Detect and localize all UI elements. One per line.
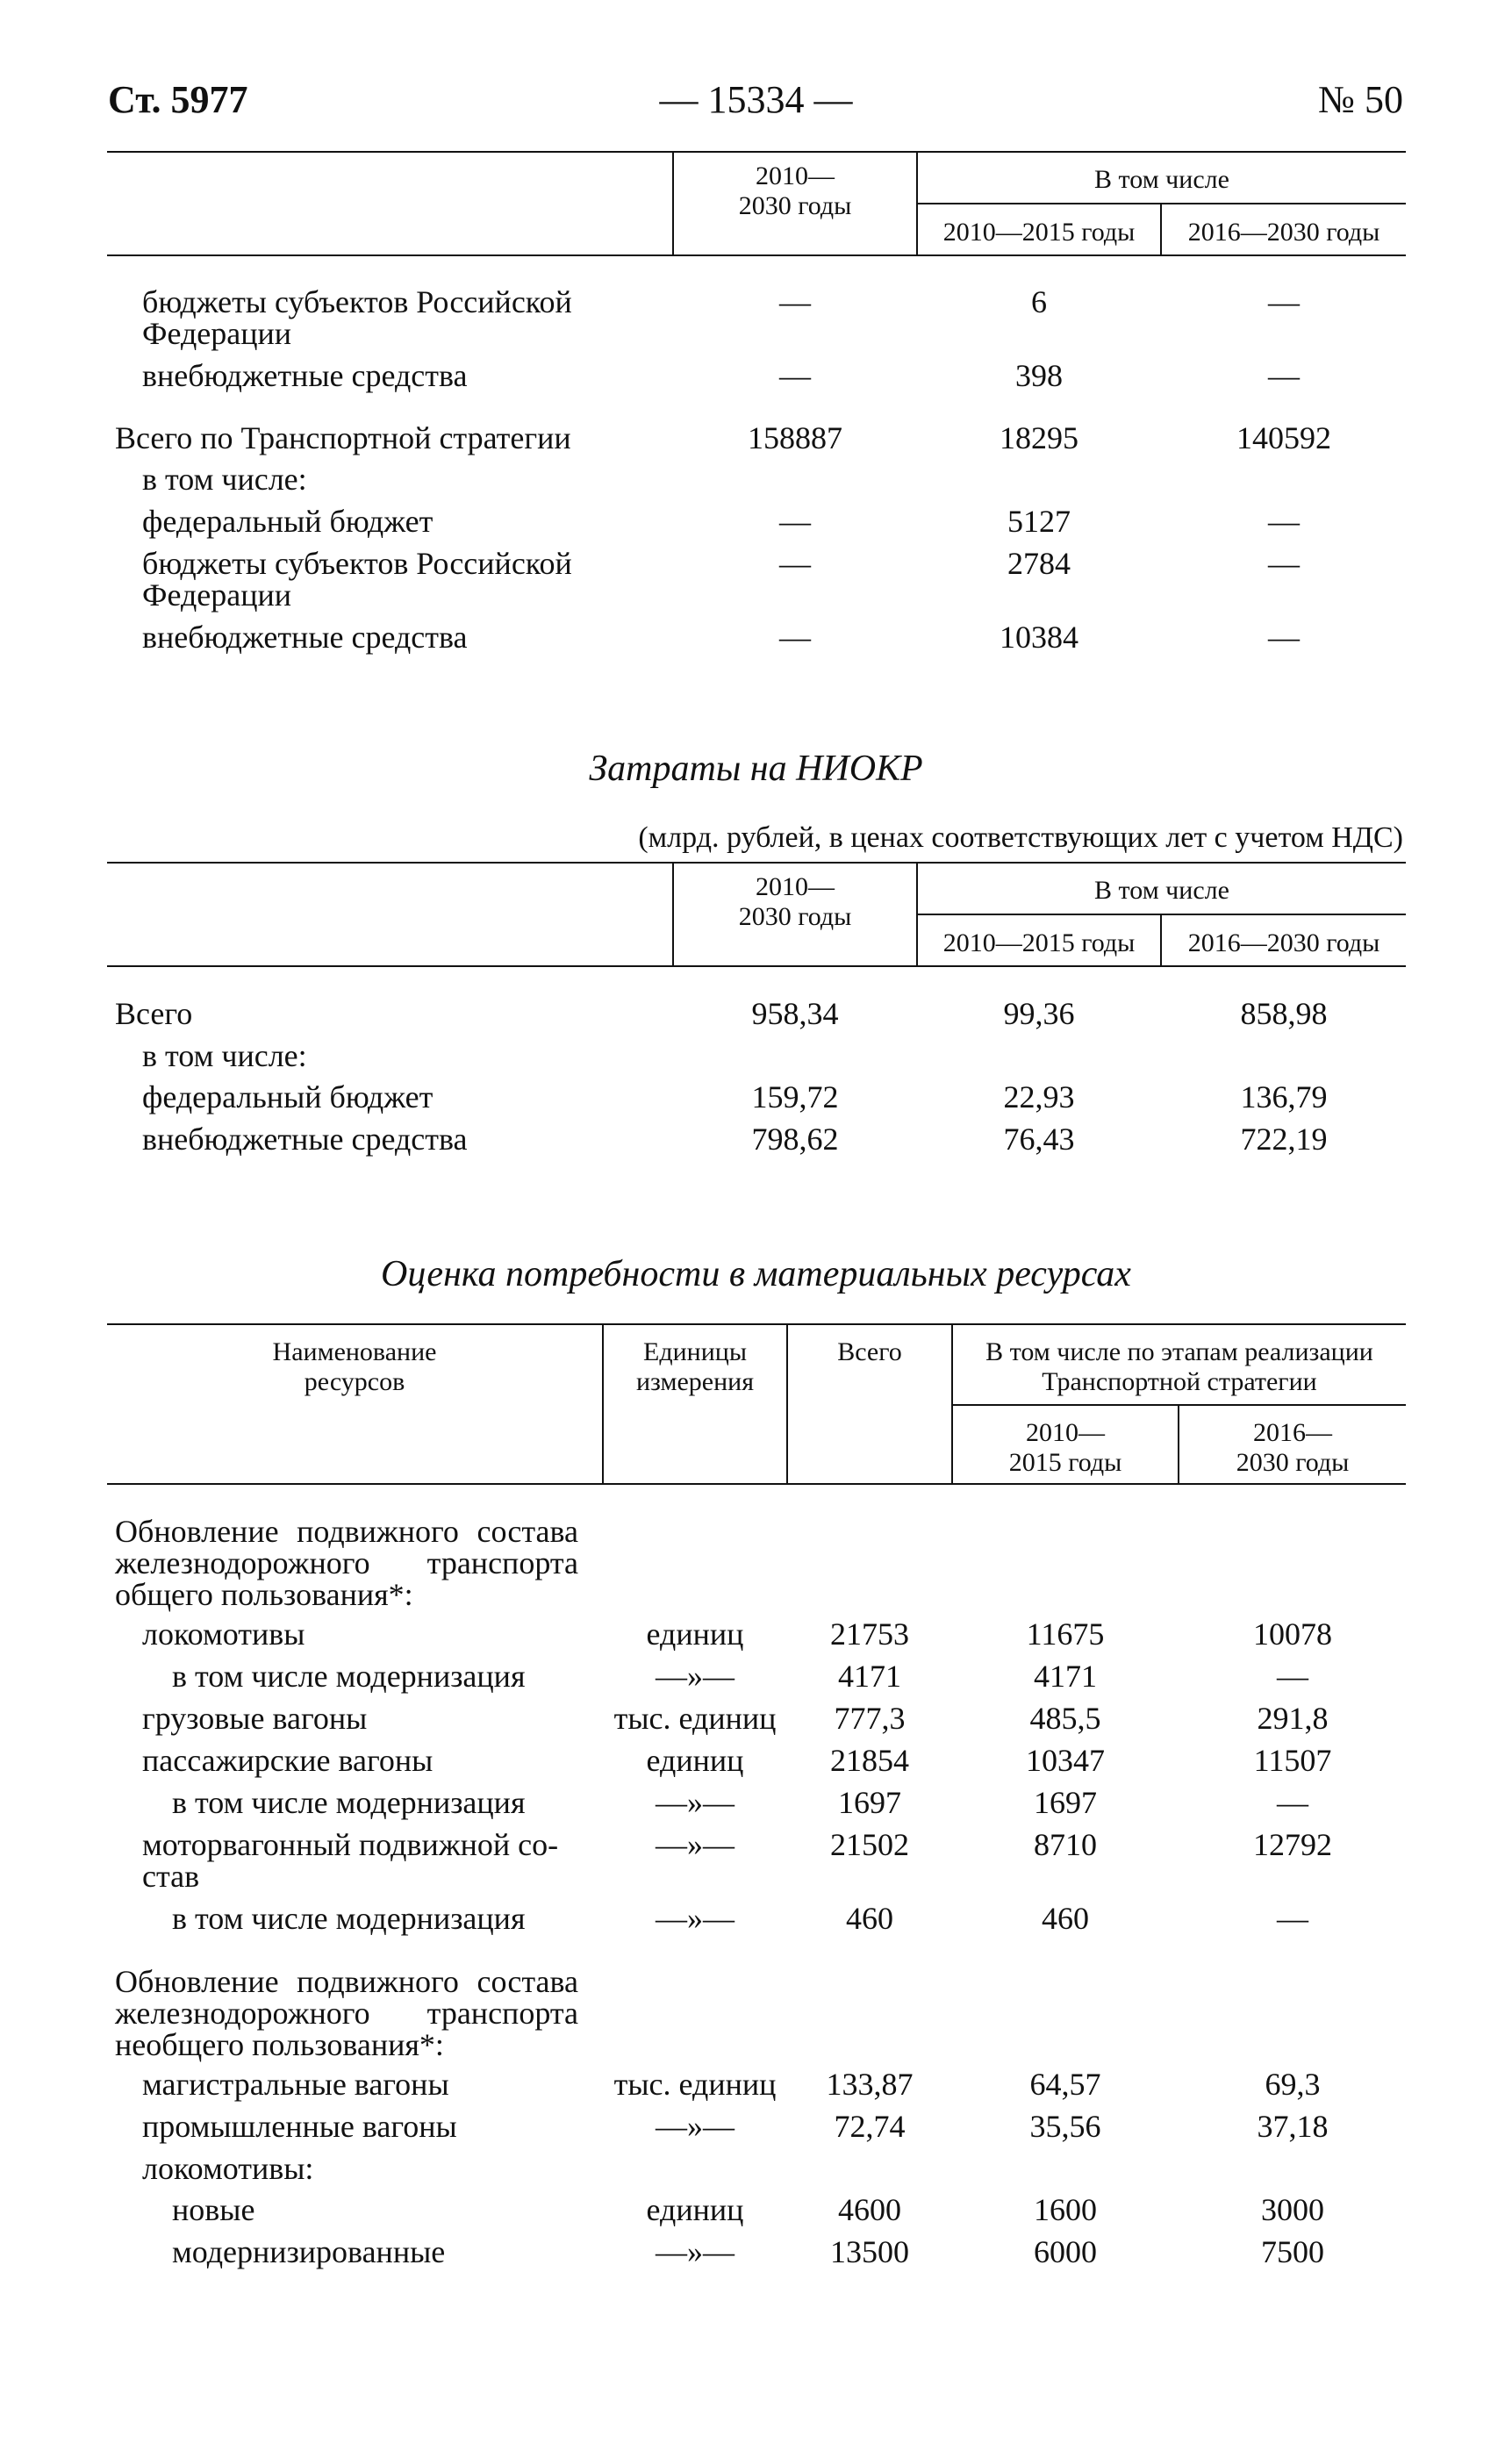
row-label: внебюджетные средства <box>142 620 468 655</box>
row-label: в том числе: <box>142 1038 307 1073</box>
column-header-name: Наименование ресурсов <box>272 1337 437 1396</box>
cell-2010-2015: 398 <box>1015 358 1063 393</box>
column-header-2016-2030: 2016—2030 годы <box>1187 218 1380 247</box>
cell-total: — <box>779 504 811 539</box>
column-header-group: В том числе <box>1094 165 1229 194</box>
cell-2010-2015: 99,36 <box>1003 996 1075 1031</box>
cell-2010-2015: 35,56 <box>1029 2109 1101 2144</box>
column-header-2010-2015: 2010—2015 годы <box>942 218 1136 247</box>
cell-2010-2015: 5127 <box>1007 504 1071 539</box>
cell-2010-2015: 76,43 <box>1003 1122 1075 1157</box>
cell-2010-2015: 6 <box>1031 284 1047 319</box>
cell-2016-2030: 12792 <box>1253 1827 1332 1862</box>
column-header-total: 2010— 2030 годы <box>738 161 852 220</box>
group-heading: Обновление подвижного состава железнодорожного транспорта необщего пользования*: <box>115 1964 578 2062</box>
cell-2010-2015: 8710 <box>1034 1827 1097 1862</box>
cell-2016-2030: — <box>1268 620 1300 655</box>
page-article-number: Ст. 5977 <box>108 78 248 121</box>
section-title-materials: Оценка потребности в материальных ресурсах <box>381 1254 1131 1294</box>
cell-2016-2030: 722,19 <box>1240 1122 1328 1157</box>
cell-unit: —»— <box>656 2234 735 2269</box>
row-label: промышленные вагоны <box>142 2109 457 2144</box>
cell-total: — <box>779 284 811 319</box>
header-bottom-rule <box>107 1483 1406 1485</box>
cell-2016-2030: 11507 <box>1253 1743 1332 1778</box>
cell-2016-2030: — <box>1277 1785 1308 1820</box>
row-label: в том числе: <box>142 462 307 497</box>
cell-2010-2015: 10347 <box>1026 1743 1105 1778</box>
column-header-2016-2030: 2016— 2030 годы <box>1236 1418 1350 1477</box>
units-note: (млрд. рублей, в ценах соответствующих лет с учетом НДС) <box>638 821 1403 854</box>
row-label: в том числе модернизация <box>172 1901 526 1936</box>
row-label: внебюджетные средства <box>142 1122 468 1157</box>
row-label: в том числе модернизация <box>172 1659 526 1694</box>
cell-2010-2015: 18295 <box>1000 420 1078 455</box>
cell-2010-2015: 2784 <box>1007 546 1071 581</box>
cell-unit: единиц <box>646 1616 744 1652</box>
cell-2016-2030: 136,79 <box>1240 1079 1328 1114</box>
issue-number: № 50 <box>1318 78 1403 121</box>
row-label: внебюджетные средства <box>142 358 468 393</box>
cell-total: 13500 <box>830 2234 909 2269</box>
cell-2010-2015: 1697 <box>1034 1785 1097 1820</box>
header-bottom-rule <box>107 965 1406 967</box>
cell-total: — <box>779 620 811 655</box>
row-label: пассажирские вагоны <box>142 1743 434 1778</box>
cell-total: — <box>779 358 811 393</box>
cell-2016-2030: 291,8 <box>1257 1701 1329 1736</box>
row-label: бюджеты субъектов Российской Федерации <box>142 284 572 351</box>
cell-2016-2030: 10078 <box>1253 1616 1332 1652</box>
cell-total: 72,74 <box>834 2109 906 2144</box>
cell-unit: —»— <box>656 1659 735 1694</box>
cell-unit: единиц <box>646 2192 744 2227</box>
cell-total: 21753 <box>830 1616 909 1652</box>
cell-2016-2030: 858,98 <box>1240 996 1328 1031</box>
row-label: магистральные вагоны <box>142 2067 449 2102</box>
cell-total: 159,72 <box>751 1079 839 1114</box>
row-label: новые <box>172 2192 255 2227</box>
cell-total: — <box>779 546 811 581</box>
column-header-2016-2030: 2016—2030 годы <box>1187 928 1380 957</box>
cell-2010-2015: 10384 <box>1000 620 1078 655</box>
cell-2010-2015: 4171 <box>1034 1659 1097 1694</box>
cell-2010-2015: 11675 <box>1026 1616 1105 1652</box>
cell-2016-2030: 140592 <box>1236 420 1331 455</box>
cell-total: 777,3 <box>834 1701 906 1736</box>
cell-2016-2030: 7500 <box>1261 2234 1324 2269</box>
cell-2010-2015: 485,5 <box>1029 1701 1101 1736</box>
cell-unit: —»— <box>656 1901 735 1936</box>
cell-2016-2030: 69,3 <box>1265 2067 1321 2102</box>
cell-2016-2030: — <box>1268 284 1300 319</box>
cell-2010-2015: 64,57 <box>1029 2067 1101 2102</box>
cell-2010-2015: 1600 <box>1034 2192 1097 2227</box>
cell-unit: единиц <box>646 1743 744 1778</box>
column-header-2010-2015: 2010—2015 годы <box>942 928 1136 957</box>
row-label: моторвагонный подвижной со- став <box>142 1827 559 1894</box>
cell-unit: —»— <box>656 1785 735 1820</box>
cell-2016-2030: 37,18 <box>1257 2109 1329 2144</box>
cell-total: 4171 <box>838 1659 901 1694</box>
cell-2016-2030: 3000 <box>1261 2192 1324 2227</box>
row-label: локомотивы <box>142 1616 305 1652</box>
column-header-units: Единицы измерения <box>635 1337 754 1396</box>
row-label: федеральный бюджет <box>142 1079 434 1114</box>
cell-unit: —»— <box>656 2109 735 2144</box>
cell-total: 133,87 <box>826 2067 914 2102</box>
cell-total: 460 <box>846 1901 893 1936</box>
cell-2010-2015: 22,93 <box>1003 1079 1075 1114</box>
cell-2016-2030: — <box>1277 1659 1308 1694</box>
row-label: федеральный бюджет <box>142 504 434 539</box>
row-label: бюджеты субъектов Российской Федерации <box>142 546 572 613</box>
cell-2016-2030: — <box>1268 546 1300 581</box>
cell-2010-2015: 6000 <box>1034 2234 1097 2269</box>
cell-total: 21854 <box>830 1743 909 1778</box>
cell-2010-2015: 460 <box>1042 1901 1089 1936</box>
header-bottom-rule <box>107 254 1406 256</box>
cell-2016-2030: — <box>1277 1901 1308 1936</box>
row-label: модернизированные <box>172 2234 446 2269</box>
table-top-rule <box>107 151 1406 153</box>
table-top-rule <box>107 1323 1406 1325</box>
cell-total: 1697 <box>838 1785 901 1820</box>
cell-unit: —»— <box>656 1827 735 1862</box>
cell-2016-2030: — <box>1268 504 1300 539</box>
cell-total: 4600 <box>838 2192 901 2227</box>
column-header-total: 2010— 2030 годы <box>738 872 852 931</box>
row-label: в том числе модернизация <box>172 1785 526 1820</box>
cell-total: 158887 <box>748 420 842 455</box>
cell-total: 958,34 <box>751 996 839 1031</box>
cell-total: 21502 <box>830 1827 909 1862</box>
row-label: Всего <box>115 996 193 1031</box>
section-title-rnd: Затраты на НИОКР <box>589 749 923 789</box>
row-label: локомотивы: <box>142 2151 314 2186</box>
page-number: — 15334 — <box>659 78 853 121</box>
cell-2016-2030: — <box>1268 358 1300 393</box>
row-label: грузовые вагоны <box>142 1701 368 1736</box>
cell-unit: тыс. единиц <box>613 2067 777 2102</box>
column-header-group: В том числе <box>1094 876 1229 905</box>
column-header-2010-2015: 2010— 2015 годы <box>1008 1418 1122 1477</box>
cell-unit: тыс. единиц <box>613 1701 777 1736</box>
cell-total: 798,62 <box>751 1122 839 1157</box>
table-top-rule <box>107 862 1406 864</box>
row-label: Всего по Транспортной стратегии <box>115 420 571 455</box>
group-heading: Обновление подвижного состава железнодорожного транспорта общего пользования*: <box>115 1514 578 1612</box>
column-header-group: В том числе по этапам реализации Транспортной стратегии <box>985 1337 1373 1396</box>
column-header-total: Всего <box>837 1337 902 1366</box>
